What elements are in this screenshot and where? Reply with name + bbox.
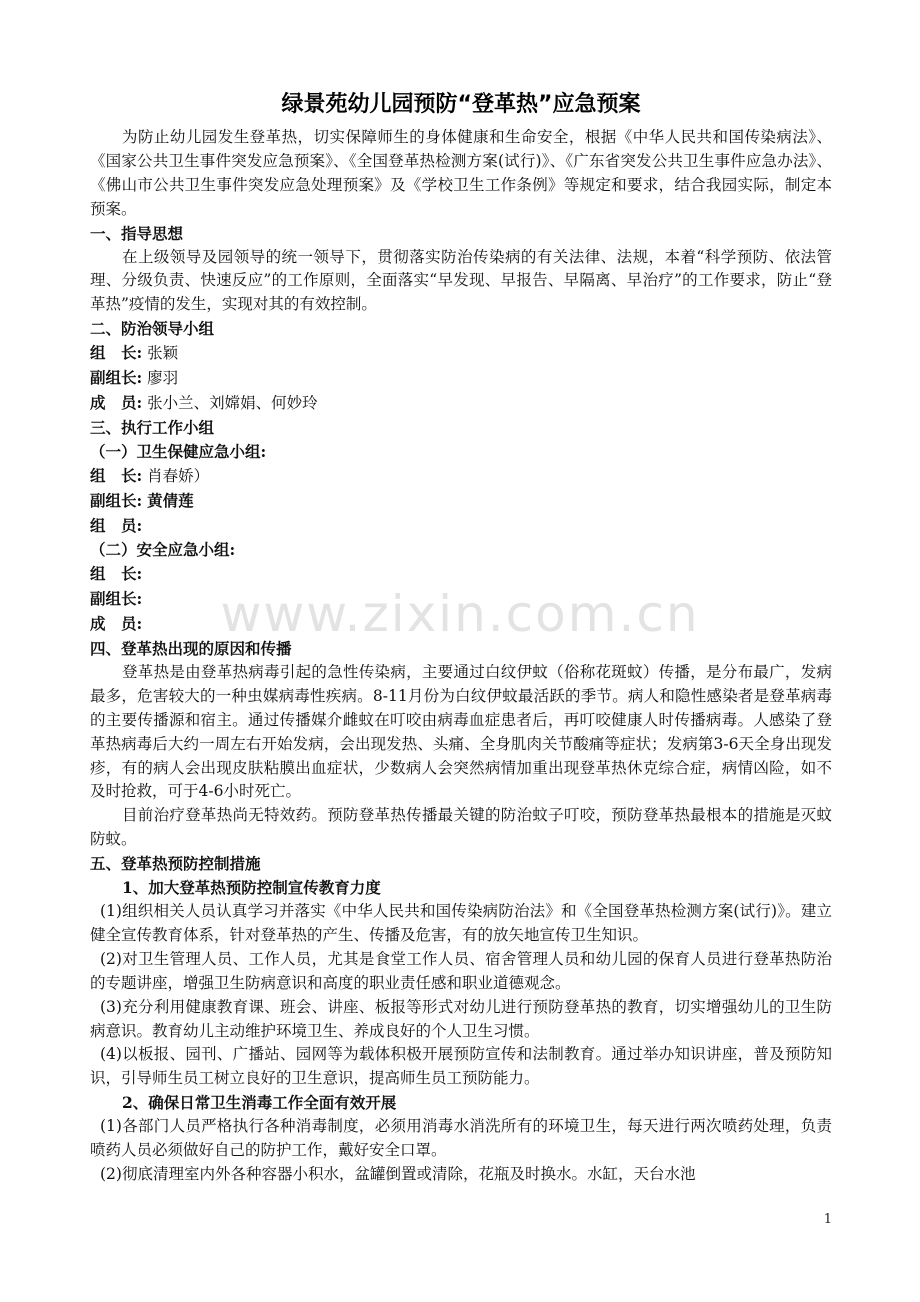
watermark: www.zixin.com.cn [220,585,700,643]
leader-row [90,341,832,366]
group-1-deputy-row [90,489,832,514]
section-3-heading: 三、执行工作小组 [90,417,215,437]
measure-2-item: (1)各部门人员严格执行各种消毒制度，必须用消毒水消洗所有的环境卫生，每天进行两次喷药处理，负责喷药人员必须做好自己的防护工作，戴好安全口罩。 [90,1117,832,1160]
role-label: 组 长: [90,343,143,363]
deputy-row [90,366,832,391]
group-1-heading: （一）卫生保健应急小组: [90,441,267,461]
group-2-heading: （二）安全应急小组: [90,540,236,560]
role-label: 成 员: [90,392,143,412]
role-label: 副组长: [90,589,143,609]
section-4-paragraph-1: 登革热是由登革热病毒引起的急性传染病，主要通过白纹伊蚊（俗称花斑蚊）传播，是分布最广，发病最多，危害较大的一种虫媒病毒性疾病。8-11月份为白纹伊蚊最活跃的季节。病人和隐性感染者是登革病毒的主要传播源和宿主。通过传播媒介雌蚊在叮咬由病毒血症患者后，再叮咬健康人时传播病毒。人感染了登革热病毒后大约一周左右开始发病，会出现发热、头痛、全身肌肉关节酸痛等症状；发病第3-6天全身出现发疹，有的病人会出现皮肤粘膜出血症状，少数病人会突然病情加重出现登革热休克综合症，病情凶险，如不及时抢救，可于4-6小时死亡。 [90,662,832,801]
measure-1-item: (2)对卫生管理人员、工作人员，尤其是食堂工作人员、宿舍管理人员和幼儿园的保育人员进行登革热防治的专题讲座，增强卫生防病意识和高度的职业责任感和职业道德观念。 [90,949,832,992]
group-1-leader-row [90,464,832,489]
section-5-heading: 五、登革热预防控制措施 [90,854,261,874]
page-number: 1 [823,1212,832,1227]
group-2-leader-row [90,562,832,587]
members-names: 张小兰、刘嫦娟、何妙玲 [147,393,318,412]
group-1-members-row [90,514,832,539]
intro-paragraph: 为防止幼儿园发生登革热，切实保障师生的身体健康和生命安全，根据《中华人民共和国传染病法》、《国家公共卫生事件突发应急预案》、《全国登革热检测方案(试行)》、《广东省突发公共卫生事件应急办法》、《佛山市公共卫生事件突发应急处理预案》及《学校卫生工作条例》等规定和要求，结合我园实际，制定本预案。 [90,128,832,218]
section-4-paragraph-2: 目前治疗登革热尚无特效药。预防登革热传播最关键的防治蚊子叮咬，预防登革热最根本的措施是灭蚊防蚊。 [90,806,832,849]
group-1-leader-name: 肖春娇） [147,466,210,485]
role-label: 组 长: [90,465,143,485]
group-1-deputy-name: 黄倩莲 [147,490,194,510]
members-row [90,391,832,416]
measure-1-item: (4)以板报、园刊、广播站、园网等为载体积极开展预防宣传和法制教育。通过举办知识讲座，普及预防知识，引导师生员工树立良好的卫生意识，提高师生员工预防能力。 [90,1045,832,1088]
measure-2-heading: 2、确保日常卫生消毒工作全面有效开展 [122,1093,397,1113]
deputy-name: 廖羽 [147,369,179,388]
role-label: 成 员: [90,614,143,634]
measure-2-item: (2)彻底清理室内外各种容器小积水，盆罐倒置或清除，花瓶及时换水。水缸，天台水池 [100,1164,696,1183]
section-2-heading: 二、防治领导小组 [90,319,215,339]
section-4-heading: 四、登革热出现的原因和传播 [90,639,292,659]
measure-1-item: (3)充分利用健康教育课、班会、讲座、板报等形式对幼儿进行预防登革热的教育，切实增强幼儿的卫生防病意识。教育幼儿主动维护环境卫生、养成良好的个人卫生习惯。 [90,997,832,1040]
role-label: 组 长: [90,564,143,584]
document-body [90,90,832,1187]
measure-1-heading: 1、加大登革热预防控制宣传教育力度 [122,878,381,898]
role-label: 副组长: [90,368,143,388]
role-label: 副组长: [90,490,143,510]
group-2-deputy-row [90,587,832,612]
group-2-members-row [90,612,832,637]
section-1-body: 在上级领导及园领导的统一领导下，贯彻落实防治传染病的有关法律、法规，本着“科学预防、依法管理、分级负责、快速反应”的工作原则，全面落实“早发现、早报告、早隔离、早治疗”的工作要求，防止“登革热”疫情的发生，实现对其的有效控制。 [90,247,832,314]
measure-1-item: (1)组织相关人员认真学习并落实《中华人民共和国传染病防治法》和《全国登革热检测方案(试行)》。建立健全宣传教育体系，针对登革热的产生、传播及危害，有的放矢地宣传卫生知识。 [90,902,832,944]
leader-name: 张颖 [147,344,179,363]
section-1-heading: 一、指导思想 [90,223,184,243]
document-title: 绿景苑幼儿园预防“登革热”应急预案 [281,92,641,117]
role-label: 组 员: [90,515,143,535]
